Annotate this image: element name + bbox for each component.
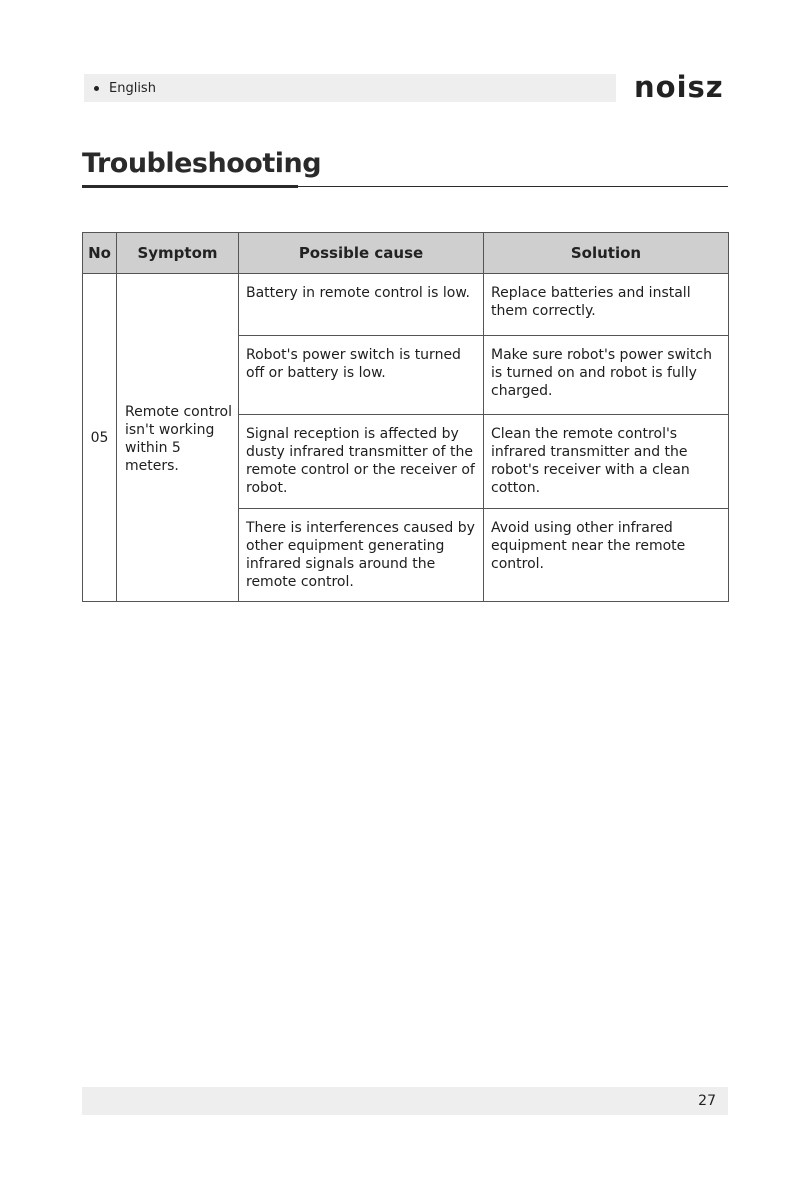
- column-header-symptom: Symptom: [117, 233, 239, 274]
- language-label: English: [109, 80, 156, 96]
- table-row: [83, 274, 729, 336]
- row-number: 05: [83, 274, 117, 602]
- title-underline: [82, 185, 298, 188]
- page-number: 27: [698, 1093, 716, 1109]
- page-title: Troubleshooting: [82, 148, 322, 179]
- table-header-row: [83, 233, 729, 274]
- cause-cell: Robot's power switch is turned off or battery is low.: [239, 336, 484, 415]
- column-header-no: No: [83, 233, 117, 274]
- solution-cell: Clean the remote control's infrared transmitter and the robot's receiver with a clean cotton.: [484, 415, 729, 509]
- footer-bar: [82, 1087, 728, 1115]
- troubleshooting-table: [82, 232, 729, 602]
- header-bar: [84, 74, 616, 102]
- bullet-icon: [94, 86, 99, 91]
- solution-cell: Make sure robot's power switch is turned on and robot is fully charged.: [484, 336, 729, 415]
- solution-cell: Replace batteries and install them correctly.: [484, 274, 729, 336]
- symptom-cell: Remote control isn't working within 5 meters.: [117, 274, 239, 602]
- solution-cell: Avoid using other infrared equipment near the remote control.: [484, 509, 729, 602]
- title-rule: [298, 186, 728, 187]
- brand-logo: noisz: [634, 70, 724, 104]
- column-header-solution: Solution: [484, 233, 729, 274]
- column-header-cause: Possible cause: [239, 233, 484, 274]
- cause-cell: Battery in remote control is low.: [239, 274, 484, 336]
- cause-cell: Signal reception is affected by dusty infrared transmitter of the remote control or the receiver of robot.: [239, 415, 484, 509]
- cause-cell: There is interferences caused by other equipment generating infrared signals around the remote control.: [239, 509, 484, 602]
